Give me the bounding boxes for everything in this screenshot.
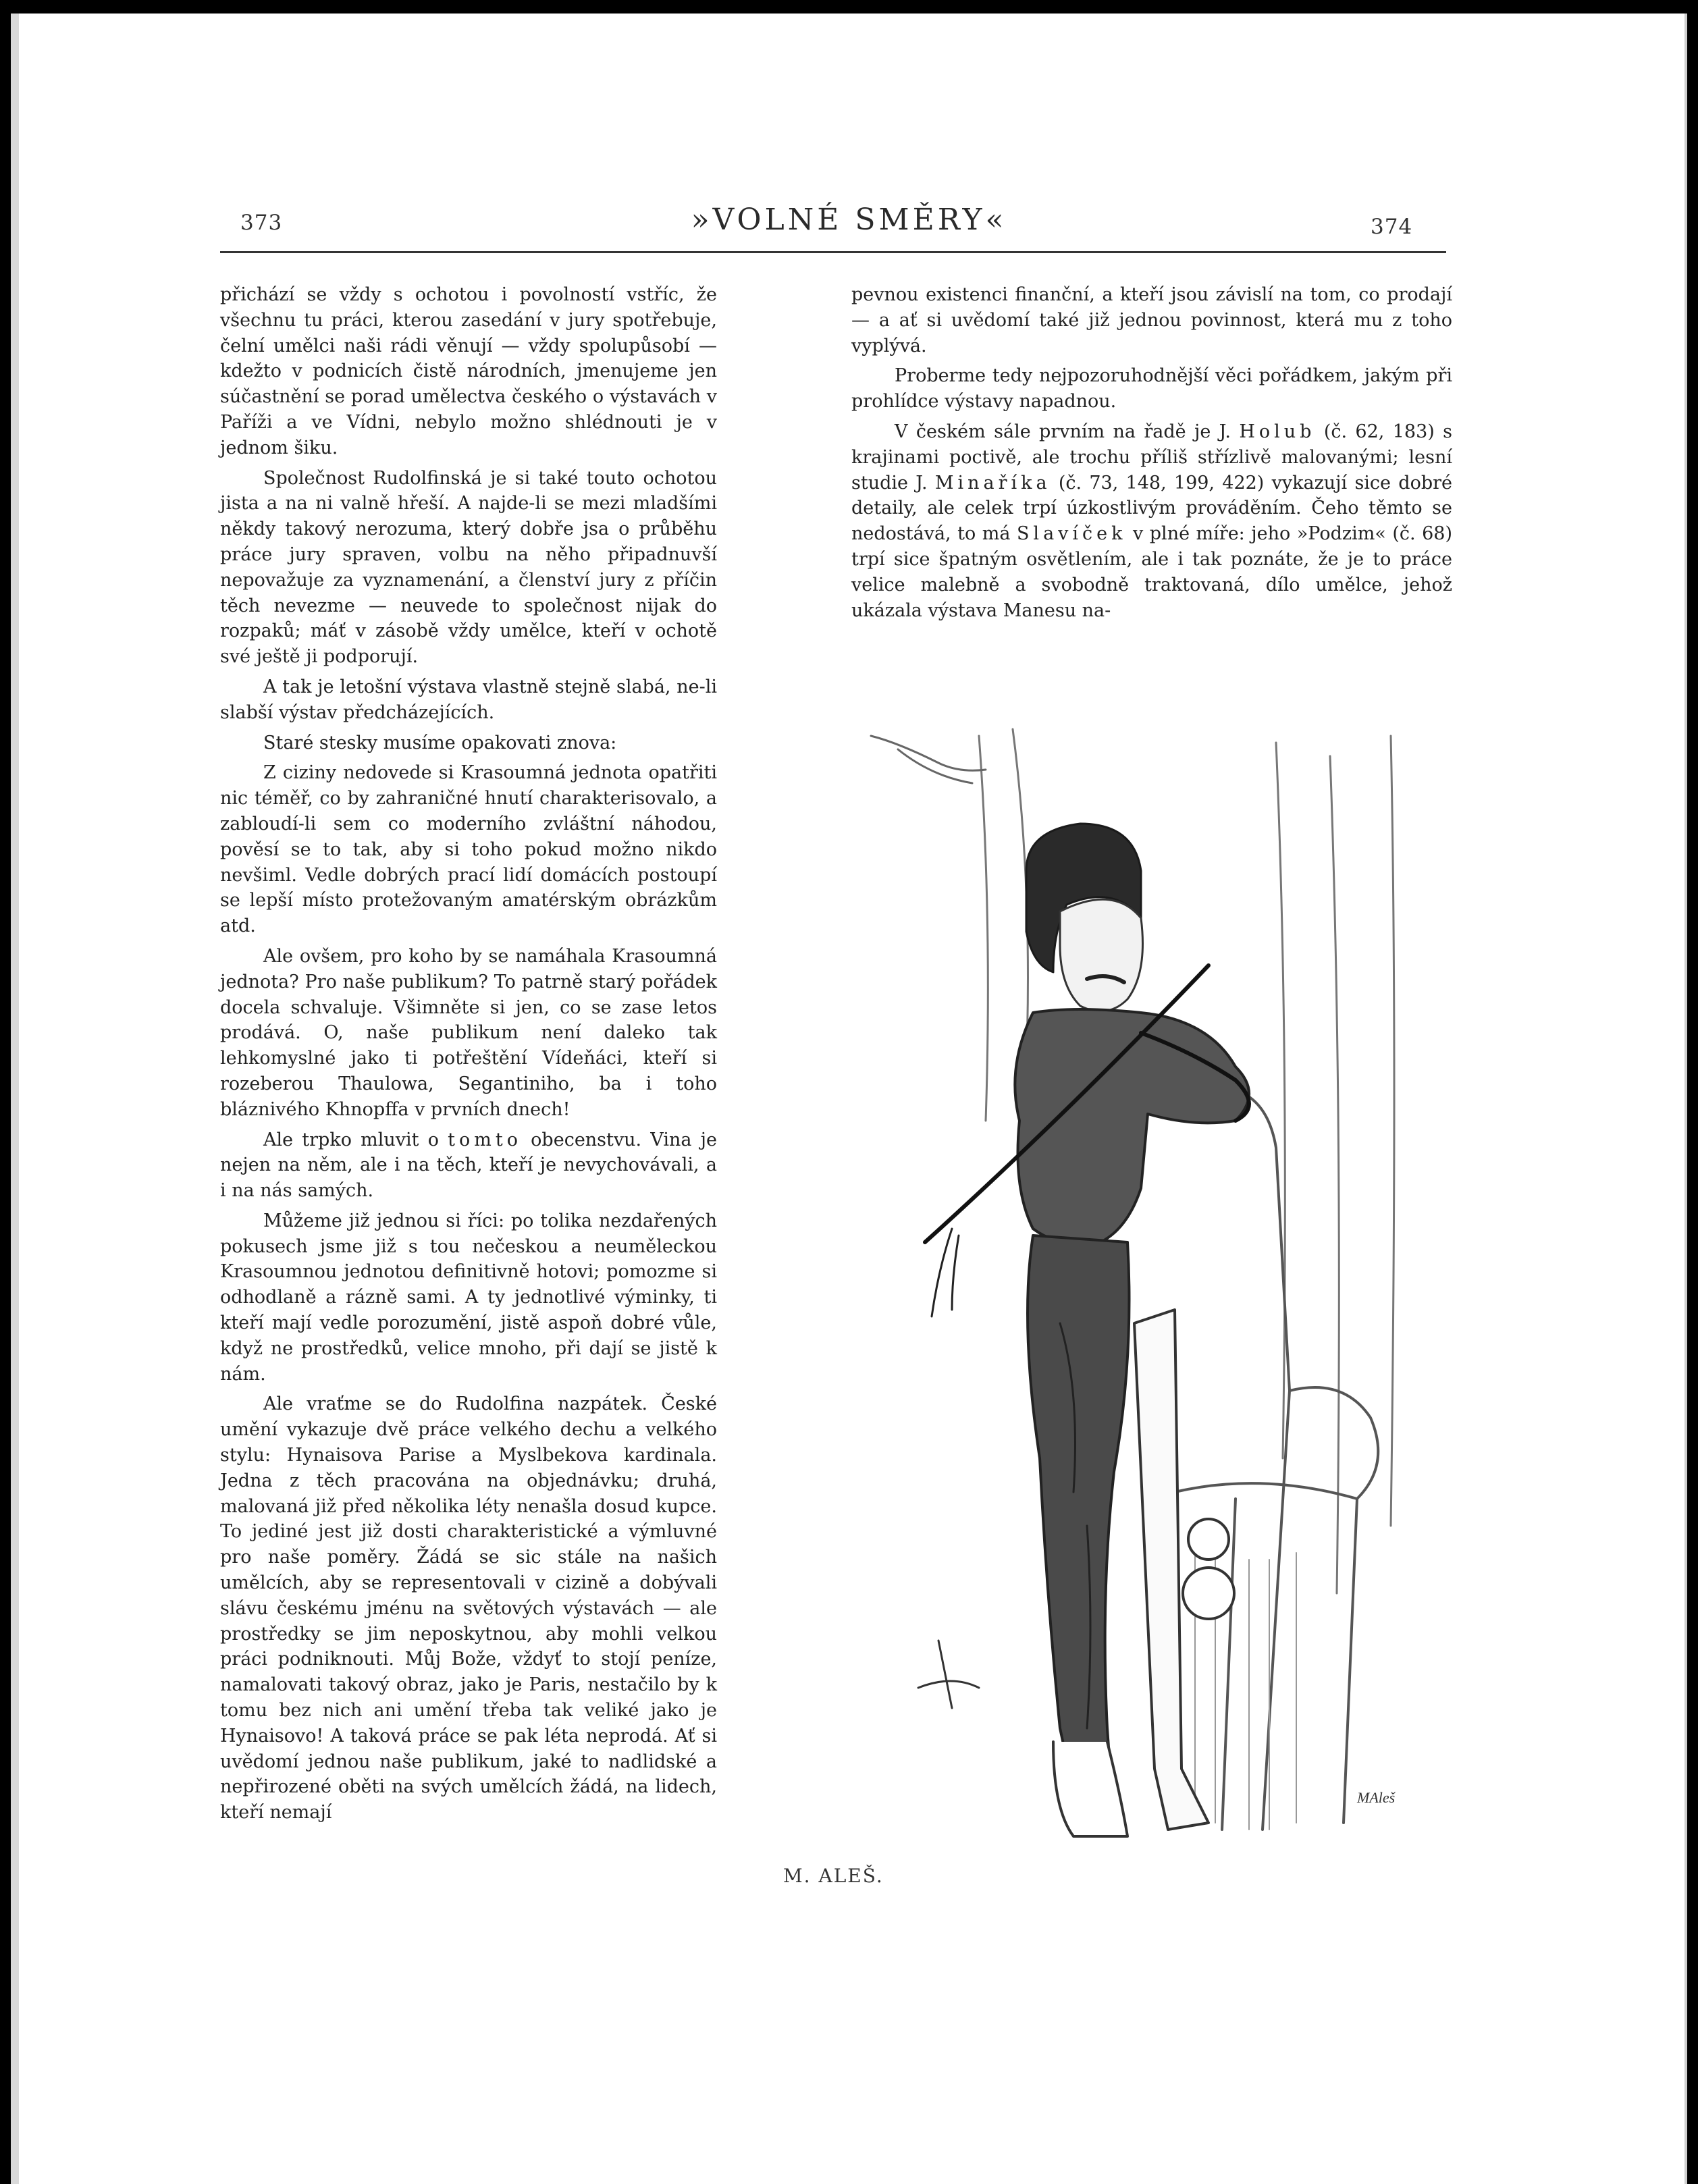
paragraph: Z ciziny nedovede si Krasoumná jednota opatřiti nic téměř, co by zahraničné hnutí charakterisovalo, a zabloudí-li sem co moderního zvláštní náhodou, pověsí se to tak, aby si toho pokud možno nikdo nevšiml. Vedle dobrých prací lidí domácích postoupí se lepší místo protežovaným amatérským obrázkům atd. bbox=[220, 762, 717, 937]
figure-boots bbox=[1053, 1742, 1127, 1836]
text-run: Ale trpko mluvit o bbox=[263, 1129, 448, 1150]
header-rule bbox=[220, 251, 1446, 253]
crossbow-tassel bbox=[932, 1229, 959, 1316]
illustration-caption: M. ALEŠ. bbox=[783, 1865, 884, 1887]
right-text-column bbox=[851, 282, 1452, 623]
figure-legs bbox=[1028, 1235, 1130, 1823]
text-run: obecenstvu. Vina je nejen na něm, ale i na těch, kteří je nevychovávali, a i na nás samých. bbox=[220, 1129, 717, 1202]
bird-sketch bbox=[871, 736, 986, 783]
powder-flask-lower bbox=[1183, 1568, 1234, 1619]
paragraph: Ale vraťme se do Rudolfina nazpátek. České umění vykazuje dvě práce velkého dechu a velkého stylu: Hynaisova Parise a Myslbekova kardinala. Jedna z těch pracována na objednávku; druhá, malovaná již před několika léty nenašla dosud kupce. To jediné jest již dosti charakteristické a výmluvné pro naše poměry. Žádá se sic stále na našich umělcích, aby se representovali v cizině a dobývali slávu českému jménu na světových výstavách — ale prostředky se jim neposkytnou, aby mohli velkou práci podniknouti. Můj Bože, vždyť to stojí peníze, namalovati takový obraz, jako je Paris, nestačilo by k tomu bez nich ani umění třeba tak veliké jako je Hynaisovo! A taková práce se pak léta neprodá. Ať si uvědomí jednou naše publikum, jaké to nadlidské a nepřirozené oběti na svých umělcích žádá, na lidech, kteří nemají bbox=[220, 1393, 717, 1823]
paragraph: Staré stesky musíme opakovati znova: bbox=[263, 732, 617, 753]
paragraph: pevnou existenci finanční, a kteří jsou závislí na tom, co prodají — a ať si uvědomí také již jednou povinnost, která mu z toho vyplývá. bbox=[851, 284, 1452, 356]
artist-signature: MAleš bbox=[1357, 1789, 1396, 1806]
paragraph: přichází se vždy s ochotou i povolností vstříc, že všechnu tu práci, kterou zasedání v jury spotřebuje, čelní umělci naši rádi věnují — vždy spolupůsobí — kdežto v podnicích čistě národních, jmenujeme jen súčastnění se porad umělectva českého o výstavách v Paříži a ve Vídni, nebylo možno shlédnouti je v jednom šiku. bbox=[220, 284, 717, 458]
artist-name-slavicek: Slavíček bbox=[1016, 523, 1127, 545]
running-title: »VOLNÉ SMĚRY« bbox=[691, 203, 1007, 237]
text-run: (č. 73, 148, 199, 422) vykazují sice dobré detaily, ale celek trpí úzkostlivým prováděním. Čeho těmto se nedostává, to má bbox=[851, 472, 1452, 545]
page-number-right: 374 bbox=[1371, 215, 1413, 239]
paragraph: A tak je letošní výstava vlastně stejně slabá, ne-li slabší výstav předcházejících. bbox=[220, 676, 717, 723]
armchair-sketch bbox=[1175, 1087, 1378, 1830]
figure-face bbox=[1060, 899, 1143, 1011]
paragraph bbox=[220, 1127, 717, 1204]
artist-name-minarik: Minaříka bbox=[934, 472, 1051, 494]
text-run: V českém sále prvním na řadě je J. bbox=[895, 421, 1240, 442]
scan-border-right bbox=[1687, 0, 1698, 2184]
text-run: v plné míře: jeho »Podzim« (č. 68) trpí sice špatným osvětlením, ale i tak poznáte, že je to práce velice malebně a svobodně traktovaná, dílo umělce, jehož ukázala výstava Manesu na- bbox=[851, 523, 1452, 621]
paragraph: Společnost Rudolfinská je si také touto ochotou jista a na ni valně hřeší. A najde-li se mezi mladšími někdy takový nerozuma, který dobře jsa o průběhu práce jury spraven, volbu na něho připadnuvší nepovažuje za vyznamenání, a členství jury z příčin těch nevezme — neuvede to společnost nijak do rozpaků; máť v zásobě vždy umělce, kteří v ochotě své ještě ji podporují. bbox=[220, 467, 717, 668]
left-text-column bbox=[220, 282, 717, 1826]
paragraph bbox=[851, 419, 1452, 623]
spaced-emphasis: tomto bbox=[448, 1129, 522, 1150]
scan-page-edge-left bbox=[11, 14, 19, 2184]
paragraph: Ale ovšem, pro koho by se namáhala Krasoumná jednota? Pro naše publikum? To patrně starý pořádek docela schvaluje. Všimněte si jen, co se zase letos prodává. O, naše publikum není daleko tak lehkomyslné jako ti potřeštění Vídeňáci, kteří si rozeberou Thaulowa, Segantiniho, ba i toho bláznivého Khnopffa v prvních dnech! bbox=[220, 945, 717, 1120]
text-run: (č. 62, 183) s krajinami poctivě, ale trochu příliš střízlivě malovanými; lesní studie J. bbox=[851, 421, 1452, 494]
ales-sketch-illustration bbox=[857, 716, 1458, 1880]
paragraph: Můžeme již jednou si říci: po tolika nezdařených pokusech jsme již s tou nečeskou a neuměleckou Krasoumnou jednotou definitivně hotovi; pomozme si odhodlaně a rázně sami. A ty jednotlivé výminky, ti kteří mají vedle porozumění, jistě aspoň dobré vůle, když ne prostředků, velice mnoho, při dají se jistě k nám. bbox=[220, 1210, 717, 1385]
powder-flask bbox=[1188, 1519, 1229, 1560]
paragraph: Proberme tedy nejpozoruhodnější věci pořádkem, jakým při prohlídce výstavy napadnou. bbox=[851, 365, 1452, 412]
scan-border-left bbox=[0, 0, 11, 2184]
artist-name-holub: Holub bbox=[1239, 421, 1316, 442]
scan-border-top bbox=[0, 0, 1698, 14]
page-number-left: 373 bbox=[240, 211, 283, 235]
scan-page-edge-right bbox=[1684, 14, 1687, 2184]
monogram-mark bbox=[918, 1641, 979, 1708]
